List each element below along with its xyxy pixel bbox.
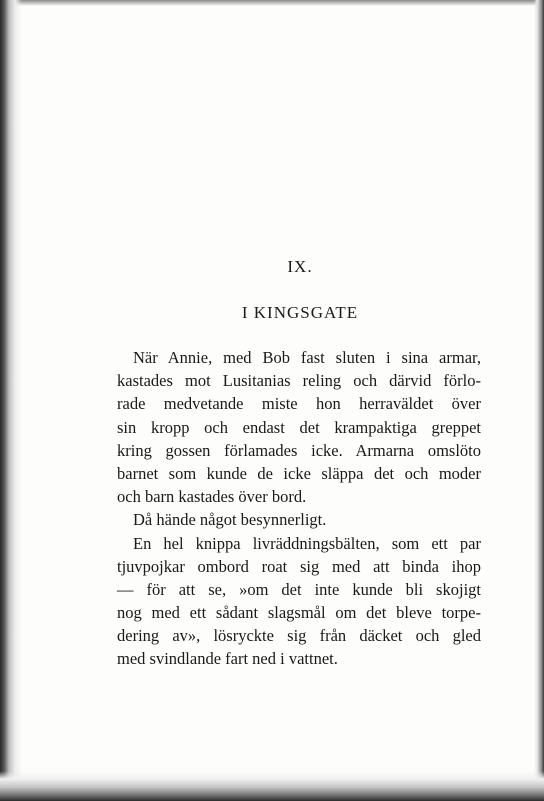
text-line: tjuvpojkar ombord roat sig med att binda ihop [117, 556, 481, 576]
scan-edge-top [0, 0, 544, 6]
body-text [117, 346, 481, 671]
scan-edge-right [534, 0, 544, 801]
text-line: — för att se, »om det inte kunde bli skojigt [117, 579, 481, 599]
text-line: dering av», lösryckte sig från däcket och gled [117, 626, 481, 646]
text-line: En hel knippa livräddningsbälten, som ett par [133, 533, 481, 553]
text-line: barnet som kunde de icke släppa det och moder [117, 463, 481, 483]
text-line: Då hände något besynnerligt. [133, 510, 327, 530]
chapter-title: I KINGSGATE [241, 303, 359, 322]
text-line: nog med ett sådant slagsmål om det bleve torpe- [117, 603, 481, 623]
text-line: kring gossen förlamades icke. Armarna omslöto [117, 440, 481, 460]
text-line: kastades mot Lusitanias reling och därvid förlo- [117, 371, 481, 391]
chapter-number: IX. [287, 257, 313, 276]
text-line: och barn kastades över bord. [117, 487, 307, 507]
scan-edge-left [0, 0, 22, 801]
text-line: rade medvetande miste hon herraväldet över [117, 394, 481, 414]
text-line: När Annie, med Bob fast sluten i sina armar, [133, 348, 481, 367]
scan-edge-bottom [0, 771, 544, 801]
text-line: sin kropp och endast det krampaktiga greppet [117, 417, 481, 437]
text-line: med svindlande fart ned i vattnet. [117, 649, 338, 669]
